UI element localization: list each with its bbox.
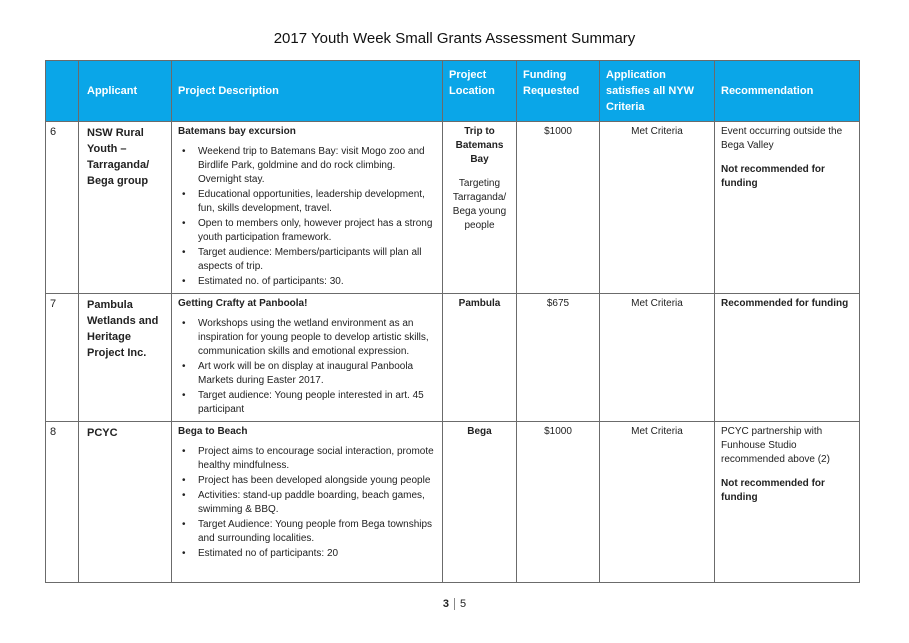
header-number bbox=[46, 61, 79, 122]
page-footer bbox=[0, 598, 909, 610]
page-separator bbox=[454, 598, 455, 610]
row-number: 7 bbox=[46, 294, 79, 422]
header-criteria: Application satisfies all NYW Criteria bbox=[600, 61, 715, 122]
table-row bbox=[46, 122, 860, 294]
header-recommendation: Recommendation bbox=[715, 61, 860, 122]
location-sub: Targeting Tarraganda/ Bega young people bbox=[452, 178, 507, 231]
criteria-status: Met Criteria bbox=[600, 294, 715, 422]
header-applicant: Applicant bbox=[79, 61, 172, 122]
recommendation-cell bbox=[715, 422, 860, 583]
list-item: • Estimated no of participants: 20 bbox=[198, 547, 436, 561]
list-item: • Workshops using the wetland environment as an inspiration for young people to develop artistic skills, communication skills and emotional expression. bbox=[198, 317, 436, 359]
project-location bbox=[443, 122, 517, 294]
list-item: • Activities: stand-up paddle boarding, beach games, swimming & BBQ. bbox=[198, 489, 436, 517]
header-description: Project Description bbox=[172, 61, 443, 122]
list-item: • Target Audience: Young people from Bega townships and surrounding localities. bbox=[198, 518, 436, 546]
recommendation-note: Event occurring outside the Bega Valley bbox=[721, 126, 843, 151]
applicant-name: PCYC bbox=[79, 422, 172, 583]
page-number: 3 bbox=[442, 598, 449, 610]
project-description bbox=[172, 422, 443, 583]
recommendation-cell bbox=[715, 294, 860, 422]
page-total: 5 bbox=[460, 598, 467, 610]
table-header-row bbox=[46, 61, 860, 122]
list-item: • Estimated no. of participants: 30. bbox=[198, 275, 436, 289]
project-points bbox=[178, 445, 436, 561]
applicant-name: Pambula Wetlands and Heritage Project Inc. bbox=[79, 294, 172, 422]
project-points bbox=[178, 145, 436, 289]
table-row bbox=[46, 294, 860, 422]
row-number: 6 bbox=[46, 122, 79, 294]
list-item: • Target audience: Young people interested in art. 45 participant bbox=[198, 389, 436, 417]
header-funding: Funding Requested bbox=[517, 61, 600, 122]
funding-requested: $1000 bbox=[517, 422, 600, 583]
location-main: Trip to Batemans Bay bbox=[455, 126, 504, 165]
assessment-table bbox=[45, 60, 860, 583]
location-main: Pambula bbox=[458, 298, 501, 309]
recommendation-cell bbox=[715, 122, 860, 294]
criteria-status: Met Criteria bbox=[600, 122, 715, 294]
criteria-status: Met Criteria bbox=[600, 422, 715, 583]
recommendation-text: Recommended for funding bbox=[721, 298, 849, 309]
list-item: • Project aims to encourage social interaction, promote healthy mindfulness. bbox=[198, 445, 436, 473]
project-location bbox=[443, 294, 517, 422]
funding-requested: $1000 bbox=[517, 122, 600, 294]
project-location bbox=[443, 422, 517, 583]
page-title: 2017 Youth Week Small Grants Assessment Summary bbox=[273, 30, 636, 47]
project-description bbox=[172, 294, 443, 422]
project-points bbox=[178, 317, 436, 417]
recommendation-text: Not recommended for funding bbox=[721, 164, 825, 189]
list-item: • Open to members only, however project has a strong youth participation framework. bbox=[198, 217, 436, 245]
recommendation-text: Not recommended for funding bbox=[721, 478, 825, 503]
project-title: Bega to Beach bbox=[178, 426, 248, 437]
list-item: • Educational opportunities, leadership development, fun, skills development, travel. bbox=[198, 188, 436, 216]
table-row bbox=[46, 422, 860, 583]
recommendation-note: PCYC partnership with Funhouse Studio recommended above (2) bbox=[721, 426, 830, 465]
list-item: • Target audience: Members/participants will plan all aspects of trip. bbox=[198, 246, 436, 274]
project-title: Getting Crafty at Panboola! bbox=[178, 298, 308, 309]
list-item: • Art work will be on display at inaugural Panboola Markets during Easter 2017. bbox=[198, 360, 436, 388]
row-number: 8 bbox=[46, 422, 79, 583]
list-item: • Project has been developed alongside young people bbox=[198, 474, 436, 488]
applicant-name: NSW Rural Youth – Tarraganda/ Bega group bbox=[79, 122, 172, 294]
location-main: Bega bbox=[467, 426, 492, 437]
project-title: Batemans bay excursion bbox=[178, 126, 296, 137]
funding-requested: $675 bbox=[517, 294, 600, 422]
header-location: Project Location bbox=[443, 61, 517, 122]
list-item: • Weekend trip to Batemans Bay: visit Mogo zoo and Birdlife Park, goldmine and do rock climbing. Overnight stay. bbox=[198, 145, 436, 187]
project-description bbox=[172, 122, 443, 294]
